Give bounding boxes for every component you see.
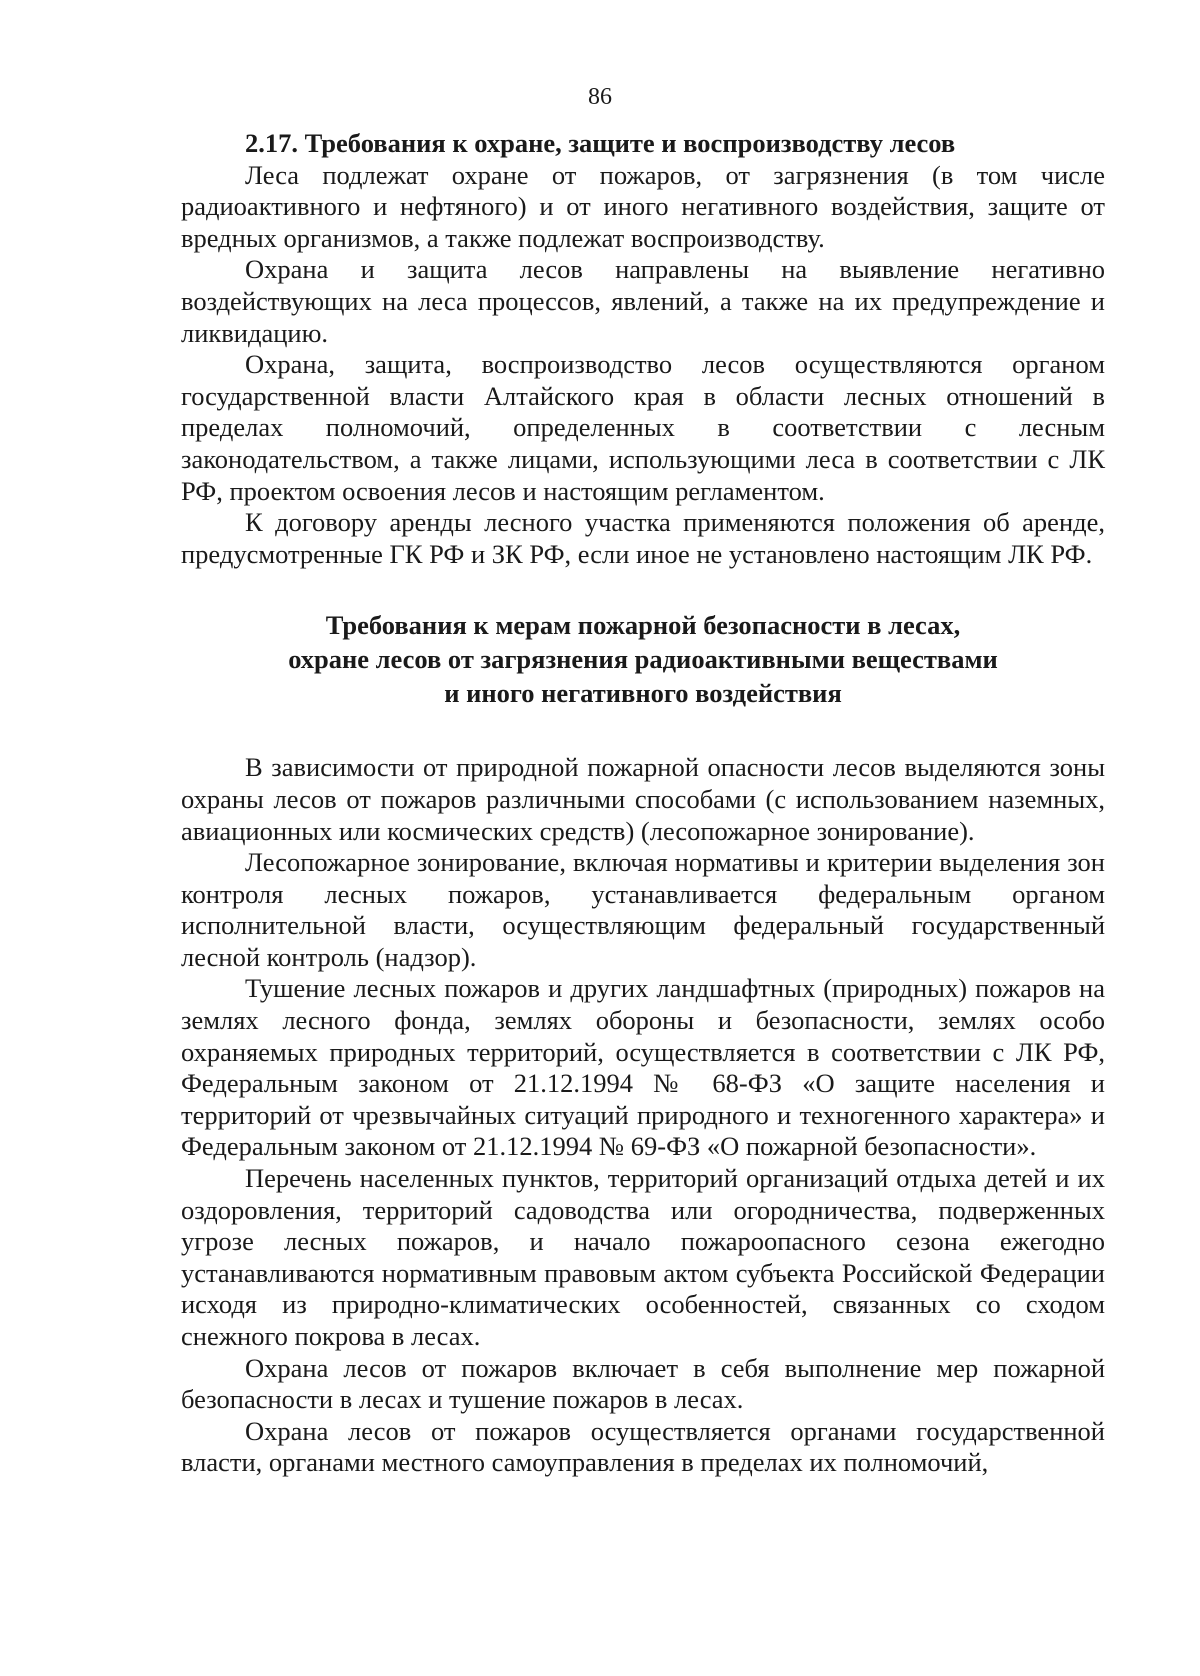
section-title: 2.17. Требования к охране, защите и воспроизводству лесов <box>245 128 956 158</box>
paragraph: Лесопожарное зонирование, включая нормативы и критерии выделения зон контроля лесных пожаров, устанавливается федеральным органом исполнительной власти, осуществляющим федеральный государственный лесной контроль (надзор). <box>181 847 1105 972</box>
paragraph: В зависимости от природной пожарной опасности лесов выделяются зоны охраны лесов от пожаров различными способами (с использованием наземных, авиационных или космических средств) (лесопожарное зонирование). <box>181 752 1105 846</box>
page-number: 86 <box>588 84 612 110</box>
subsection-heading-line: и иного негативного воздействия <box>444 678 842 709</box>
paragraph: Тушение лесных пожаров и других ландшафтных (природных) пожаров на землях лесного фонда, землях обороны и безопасности, землях особо охраняемых природных территорий, осуществляется в соответствии с ЛК РФ, Федеральным законом от 21.12.1994 № 68-ФЗ «О защите населения и территорий от чрезвычайных ситуаций природного и техногенного характера» и Федеральным законом от 21.12.1994 № 69-ФЗ «О пожарной безопасности». <box>181 973 1105 1162</box>
subsection-heading-line: Требования к мерам пожарной безопасности в лесах, <box>325 610 961 641</box>
paragraph: Охрана и защита лесов направлены на выявление негативно воздействующих на леса процессов, явлений, а также на их предупреждение и ликвидацию. <box>181 254 1105 348</box>
paragraph: Охрана лесов от пожаров включает в себя выполнение мер пожарной безопасности в лесах и тушение пожаров в лесах. <box>181 1352 1105 1415</box>
paragraph: Охрана, защита, воспроизводство лесов осуществляются органом государственной власти Алтайского края в области лесных отношений в пределах полномочий, определенных в соответствии с лесным законодательством, а также лицами, использующими леса в соответствии с ЛК РФ, проектом освоения лесов и настоящим регламентом. <box>181 349 1105 506</box>
subsection-heading-line: охране лесов от загрязнения радиоактивными веществами <box>288 644 998 675</box>
paragraph: Охрана лесов от пожаров осуществляется органами государственной власти, органами местного самоуправления в пределах их полномочий, <box>181 1415 1105 1478</box>
paragraph: Леса подлежат охране от пожаров, от загрязнения (в том числе радиоактивного и нефтяного) и от иного негативного воздействия, защите от вредных организмов, а также подлежат воспроизводству. <box>181 159 1105 253</box>
paragraph: Перечень населенных пунктов, территорий организаций отдыха детей и их оздоровления, территорий садоводства или огородничества, подверженных угрозе лесных пожаров, и начало пожароопасного сезона ежегодно устанавливаются нормативным правовым актом субъекта Российской Федерации исходя из природно-климатических особенностей, связанных со сходом снежного покрова в лесах. <box>181 1163 1105 1351</box>
paragraph: К договору аренды лесного участка применяются положения об аренде, предусмотренные ГК РФ и ЗК РФ, если иное не установлено настоящим ЛК РФ. <box>181 507 1105 569</box>
subsection-heading <box>181 608 1105 710</box>
document-body <box>181 128 1105 1479</box>
